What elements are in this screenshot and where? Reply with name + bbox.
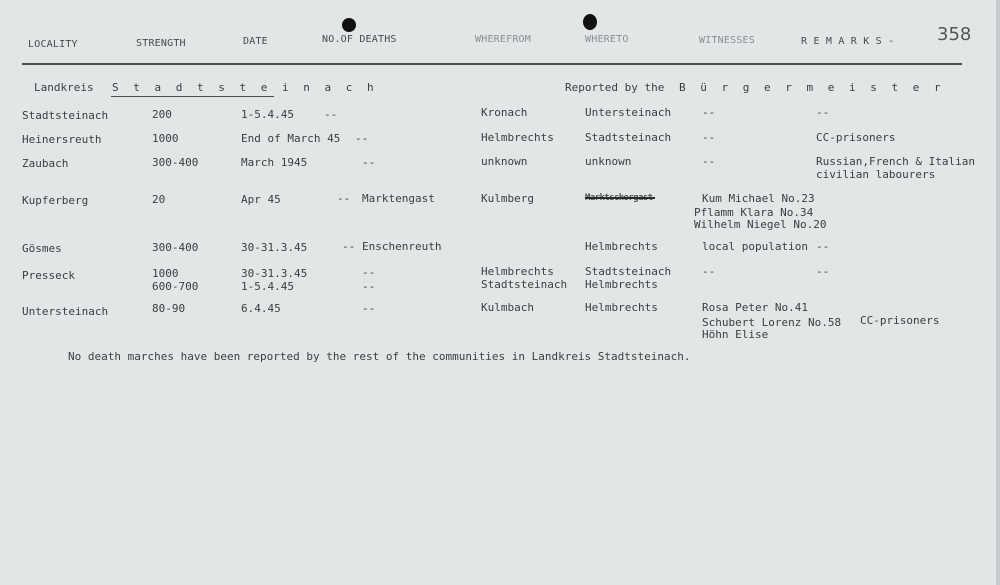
cell-date: 1-5.4.45	[241, 108, 294, 121]
cell-deaths-line-1: --	[362, 266, 376, 279]
cell-locality: Untersteinach	[22, 305, 109, 318]
cell-whereto-line-1: Stadtsteinach	[585, 265, 672, 278]
cell-remarks-line-1: Russian,French & Italian	[816, 155, 975, 168]
cell-wherefrom: Kulmberg	[481, 192, 534, 205]
page-number: 358	[937, 24, 972, 45]
cell-deaths: --	[362, 302, 376, 315]
district-name: S t a d t s t e i n a c h	[112, 81, 378, 94]
cell-witnesses: --	[702, 155, 716, 168]
cell-witness-3: Höhn Elise	[702, 328, 769, 341]
header-rule	[22, 63, 962, 65]
cell-strength: 300-400	[152, 241, 199, 254]
cell-whereto: Stadtsteinach	[585, 131, 672, 144]
cell-deaths-place: Enschenreuth	[362, 240, 442, 253]
cell-remarks-line-2: civilian labourers	[816, 168, 936, 181]
cell-wherefrom-line-1: Helmbrechts	[481, 265, 554, 278]
cell-date: 30-31.3.45	[241, 241, 308, 254]
cell-deaths: --	[355, 132, 369, 145]
header-locality: LOCALITY	[28, 39, 78, 50]
header-wherefrom: WHEREFROM	[475, 34, 531, 45]
cell-date-line-1: 30-31.3.45	[241, 267, 308, 280]
cell-witness-2: Schubert Lorenz No.58	[702, 316, 842, 329]
cell-deaths: --	[324, 108, 338, 121]
cell-locality: Kupferberg	[22, 194, 89, 207]
cell-whereto: Helmbrechts	[585, 240, 658, 253]
cell-witnesses: --	[702, 131, 716, 144]
cell-wherefrom: Kronach	[481, 106, 528, 119]
cell-whereto: unknown	[585, 155, 632, 168]
cell-date-line-2: 1-5.4.45	[241, 280, 294, 293]
cell-remarks: CC-prisoners	[816, 131, 896, 144]
cell-date: March 1945	[241, 156, 308, 169]
cell-remarks: CC-prisoners	[860, 314, 940, 327]
cell-witnesses: --	[702, 265, 716, 278]
cell-locality: Zaubach	[22, 157, 69, 170]
header-strength: STRENGTH	[136, 38, 186, 49]
cell-strength: 80-90	[152, 302, 186, 315]
header-date: DATE	[243, 36, 268, 47]
cell-witness-3: Wilhelm Niegel No.20	[694, 218, 827, 231]
cell-whereto-line-2: Helmbrechts	[585, 278, 658, 291]
cell-strength: 1000	[152, 132, 179, 145]
punch-hole-right	[583, 14, 597, 30]
header-whereto: WHERETO	[585, 34, 629, 45]
cell-strength: 300-400	[152, 156, 199, 169]
cell-deaths-line-2: --	[362, 280, 376, 293]
header-witnesses: WITNESSES	[699, 35, 755, 46]
cell-whereto: Untersteinach	[585, 106, 672, 119]
header-deaths: NO.OF DEATHS	[322, 34, 397, 45]
district-underline	[111, 96, 274, 97]
cell-deaths: --	[342, 240, 356, 253]
cell-wherefrom: Kulmbach	[481, 301, 534, 314]
header-remarks: R E M A R K S -	[801, 36, 895, 47]
overtype-strike	[585, 197, 655, 199]
cell-date: End of March 45	[241, 132, 341, 145]
cell-strength-line-1: 1000	[152, 267, 179, 280]
cell-strength: 20	[152, 193, 166, 206]
cell-locality: Stadtsteinach	[22, 109, 109, 122]
cell-strength: 200	[152, 108, 172, 121]
cell-wherefrom-line-2: Stadtsteinach	[481, 278, 568, 291]
cell-deaths-place: Marktengast	[362, 192, 435, 205]
cell-wherefrom: Helmbrechts	[481, 131, 554, 144]
page-edge	[996, 0, 1000, 585]
cell-remarks: --	[816, 240, 830, 253]
cell-deaths: --	[337, 192, 351, 205]
cell-date: 6.4.45	[241, 302, 281, 315]
cell-locality: Gösmes	[22, 242, 62, 255]
cell-deaths: --	[362, 156, 376, 169]
cell-date: Apr 45	[241, 193, 281, 206]
cell-whereto: Helmbrechts	[585, 301, 658, 314]
cell-witnesses: --	[702, 106, 716, 119]
cell-remarks: --	[816, 265, 830, 278]
punch-hole-left	[342, 18, 356, 32]
footnote: No death marches have been reported by the rest of the communities in Landkreis Stadtsteinach.	[68, 350, 691, 363]
cell-witnesses: local population	[702, 240, 808, 253]
cell-witness-1: Rosa Peter No.41	[702, 301, 808, 314]
cell-wherefrom: unknown	[481, 155, 528, 168]
cell-remarks: --	[816, 106, 830, 119]
cell-strength-line-2: 600-700	[152, 280, 199, 293]
cell-witness-1: Kum Michael No.23	[702, 192, 815, 205]
reported-by-label: Reported by the	[565, 81, 665, 94]
cell-locality: Presseck	[22, 269, 75, 282]
district-label: Landkreis	[34, 81, 94, 94]
cell-witness-2: Pflamm Klara No.34	[694, 206, 814, 219]
cell-locality: Heinersreuth	[22, 133, 102, 146]
reporter-title: B ü r g e r m e i s t e r	[679, 81, 945, 94]
